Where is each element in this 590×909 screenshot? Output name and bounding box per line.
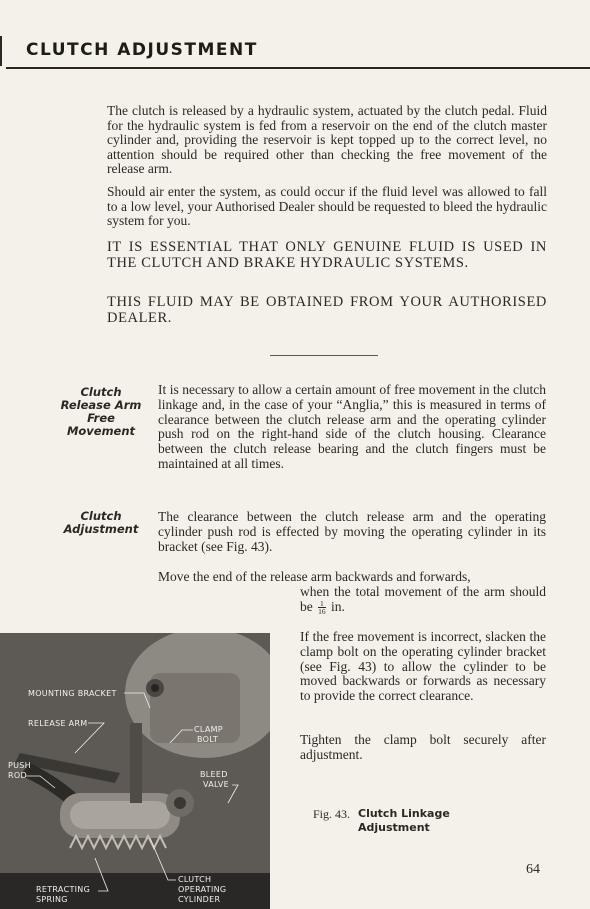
label-valve: VALVE [203,780,230,789]
side-heading-line: Clutch [80,509,122,523]
fraction-numerator: 1 [320,599,324,609]
figure-title-line: Clutch Linkage [358,807,450,820]
intro-paragraph-1: The clutch is released by a hydraulic system, actuated by the clutch pedal. Fluid for the hydraulic system is fed from a reservoir on the end of the clutch master cylinder and, providing the reservoir is kept topped up to the correct level, no attention should be required other than checking the free movement of the release arm. [107,103,547,177]
side-heading-line: Free [87,411,115,425]
move-instruction-continued [300,585,546,615]
page-number: 64 [526,862,540,877]
side-heading-free-movement [36,386,166,438]
label-retracting: RETRACTING [36,885,91,894]
label-bolt: BOLT [197,735,219,744]
clutch-linkage-photo [0,633,270,909]
label-release-arm: RELEASE ARM [28,719,88,728]
label-cylinder: CYLINDER [178,895,221,904]
label-clutch: CLUTCH [178,875,212,884]
side-heading-line: Clutch [80,385,122,399]
leader-lines [0,633,270,909]
tighten-paragraph: Tighten the clamp bolt securely after adjustment. [300,732,546,762]
incorrect-paragraph: If the free movement is incorrect, slacken the clamp bolt on the operating cylinder bracket (see Fig. 43) to allow the cylinder to be moved backwards or forwards as necessary to provide the correct clearance. [300,629,546,704]
side-heading-line: Release Arm [60,398,142,412]
fraction [318,600,326,615]
fraction-denominator: 16 [318,607,326,617]
figure-title [358,807,450,834]
dealer-paragraph: THIS FLUID MAY BE OBTAINED FROM YOUR AUTHORISED DEALER. [107,294,547,326]
free-movement-text: It is necessary to allow a certain amount of free movement in the clutch linkage and, in the case of your “Anglia,” this is measured in terms of clearance between the clutch release arm and the operating cylinder push rod on the right-hand side of the clutch housing. Clearance between the clutch release bearing and the clutch fingers must be maintained at all times. [158,382,546,471]
intro-paragraph-2: Should air enter the system, as could occur if the fluid level was allowed to fall to a low level, your Authorised Dealer should be requested to bleed the hydraulic system for you. [107,184,547,229]
side-heading-line: Movement [66,424,136,438]
label-mounting-bracket: MOUNTING BRACKET [28,689,117,698]
warning-paragraph: IT IS ESSENTIAL THAT ONLY GENUINE FLUID IS USED IN THE CLUTCH AND BRAKE HYDRAULIC SYSTEMS. [107,239,547,271]
label-clamp: CLAMP [194,725,223,734]
label-bleed: BLEED [200,770,228,779]
side-heading-line: Adjustment [63,522,139,536]
figure-number: Fig. 43. [313,807,351,821]
label-operating: OPERATING [178,885,227,894]
unit: in. [331,598,345,614]
page-title: CLUTCH ADJUSTMENT [26,40,258,60]
move-instruction-text: when the total movement of the arm should be [300,584,546,614]
figure-title-line: Adjustment [358,820,430,834]
adjustment-text: The clearance between the clutch release arm and the operating cylinder push rod is effected by moving the operating cylinder in its bracket (see Fig. 43). [158,509,546,554]
move-instruction: Move the end of the release arm backwards and forwards, [158,569,471,584]
label-push: PUSH [8,761,31,770]
side-heading-adjustment [36,510,166,536]
label-rod: ROD [8,771,27,780]
label-spring: SPRING [36,895,68,904]
title-rule [6,67,590,69]
section-separator [270,355,378,356]
left-margin-rule [0,36,2,66]
